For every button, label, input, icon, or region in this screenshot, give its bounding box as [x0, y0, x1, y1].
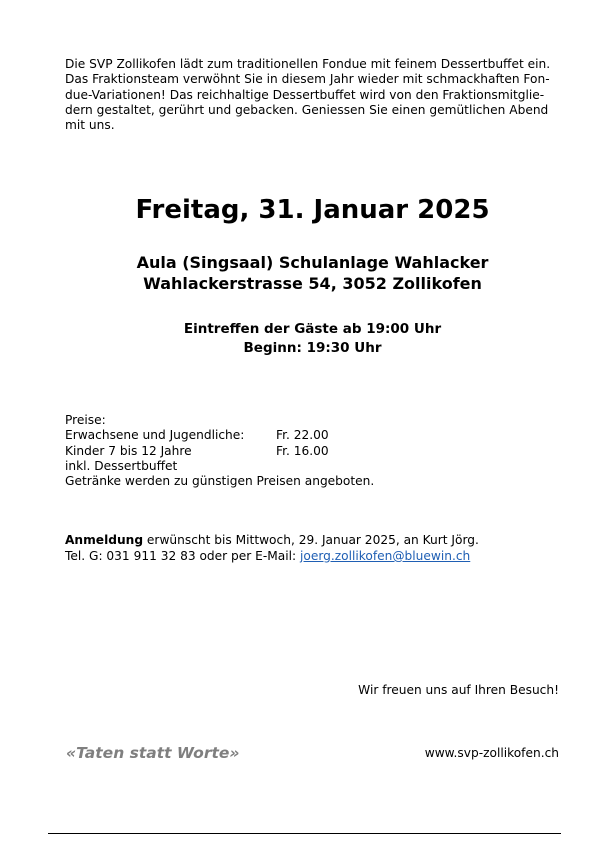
start-time: Beginn: 19:30 Uhr [243, 339, 382, 356]
intro-line: dern gestaltet, gerührt und gebacken. Geniessen Sie einen gemütlichen Abend [65, 102, 549, 117]
included-note: inkl. Dessertbuffet [65, 458, 178, 473]
footer-divider [48, 833, 561, 834]
arrival-time: Eintreffen der Gäste ab 19:00 Uhr [183, 321, 442, 337]
times-block [0, 320, 610, 357]
intro-paragraph [65, 57, 561, 133]
website-text: www.svp-zollikofen.ch [424, 746, 559, 760]
signup-label: Anmeldung [65, 533, 144, 547]
signup-line-1 [65, 532, 565, 548]
price-row [65, 444, 485, 459]
signup-block [65, 532, 565, 564]
signup-line-2 [65, 548, 565, 564]
prices-heading: Preise: [65, 413, 106, 427]
price-amount: Fr. 16.00 [276, 443, 329, 458]
price-label: Erwachsene und Jugendliche: [65, 428, 245, 443]
closing-text: Wir freuen uns auf Ihren Besuch! [358, 683, 559, 697]
drinks-note: Getränke werden zu günstigen Preisen angeboten. [65, 474, 375, 489]
signup-contact: Tel. G: 031 911 32 83 oder per E-Mail: [65, 549, 300, 563]
price-amount: Fr. 22.00 [276, 428, 329, 443]
slogan: «Taten statt Worte» [66, 744, 240, 762]
venue-block [0, 252, 610, 294]
price-row [65, 428, 485, 443]
intro-line: due-Variationen! Das reichhaltige Dessertbuffet wird von den Fraktionsmitglie- [65, 87, 545, 102]
signup-deadline: erwünscht bis Mittwoch, 29. Januar 2025, an Kurt Jörg. [143, 533, 479, 547]
price-label: Kinder 7 bis 12 Jahre [65, 443, 192, 458]
intro-line: Die SVP Zollikofen lädt zum traditionellen Fondue mit feinem Dessertbuffet ein. [65, 57, 551, 71]
event-date-heading: Freitag, 31. Januar 2025 [135, 195, 490, 225]
prices-block [65, 413, 485, 489]
intro-line: mit uns. [65, 118, 115, 133]
venue-address: Wahlackerstrasse 54, 3052 Zollikofen [143, 274, 482, 293]
email-link[interactable]: joerg.zollikofen@bluewin.ch [300, 549, 471, 563]
venue-name: Aula (Singsaal) Schulanlage Wahlacker [136, 253, 489, 272]
intro-line: Das Fraktionsteam verwöhnt Sie in diesem Jahr wieder mit schmackhaften Fon- [65, 72, 550, 87]
